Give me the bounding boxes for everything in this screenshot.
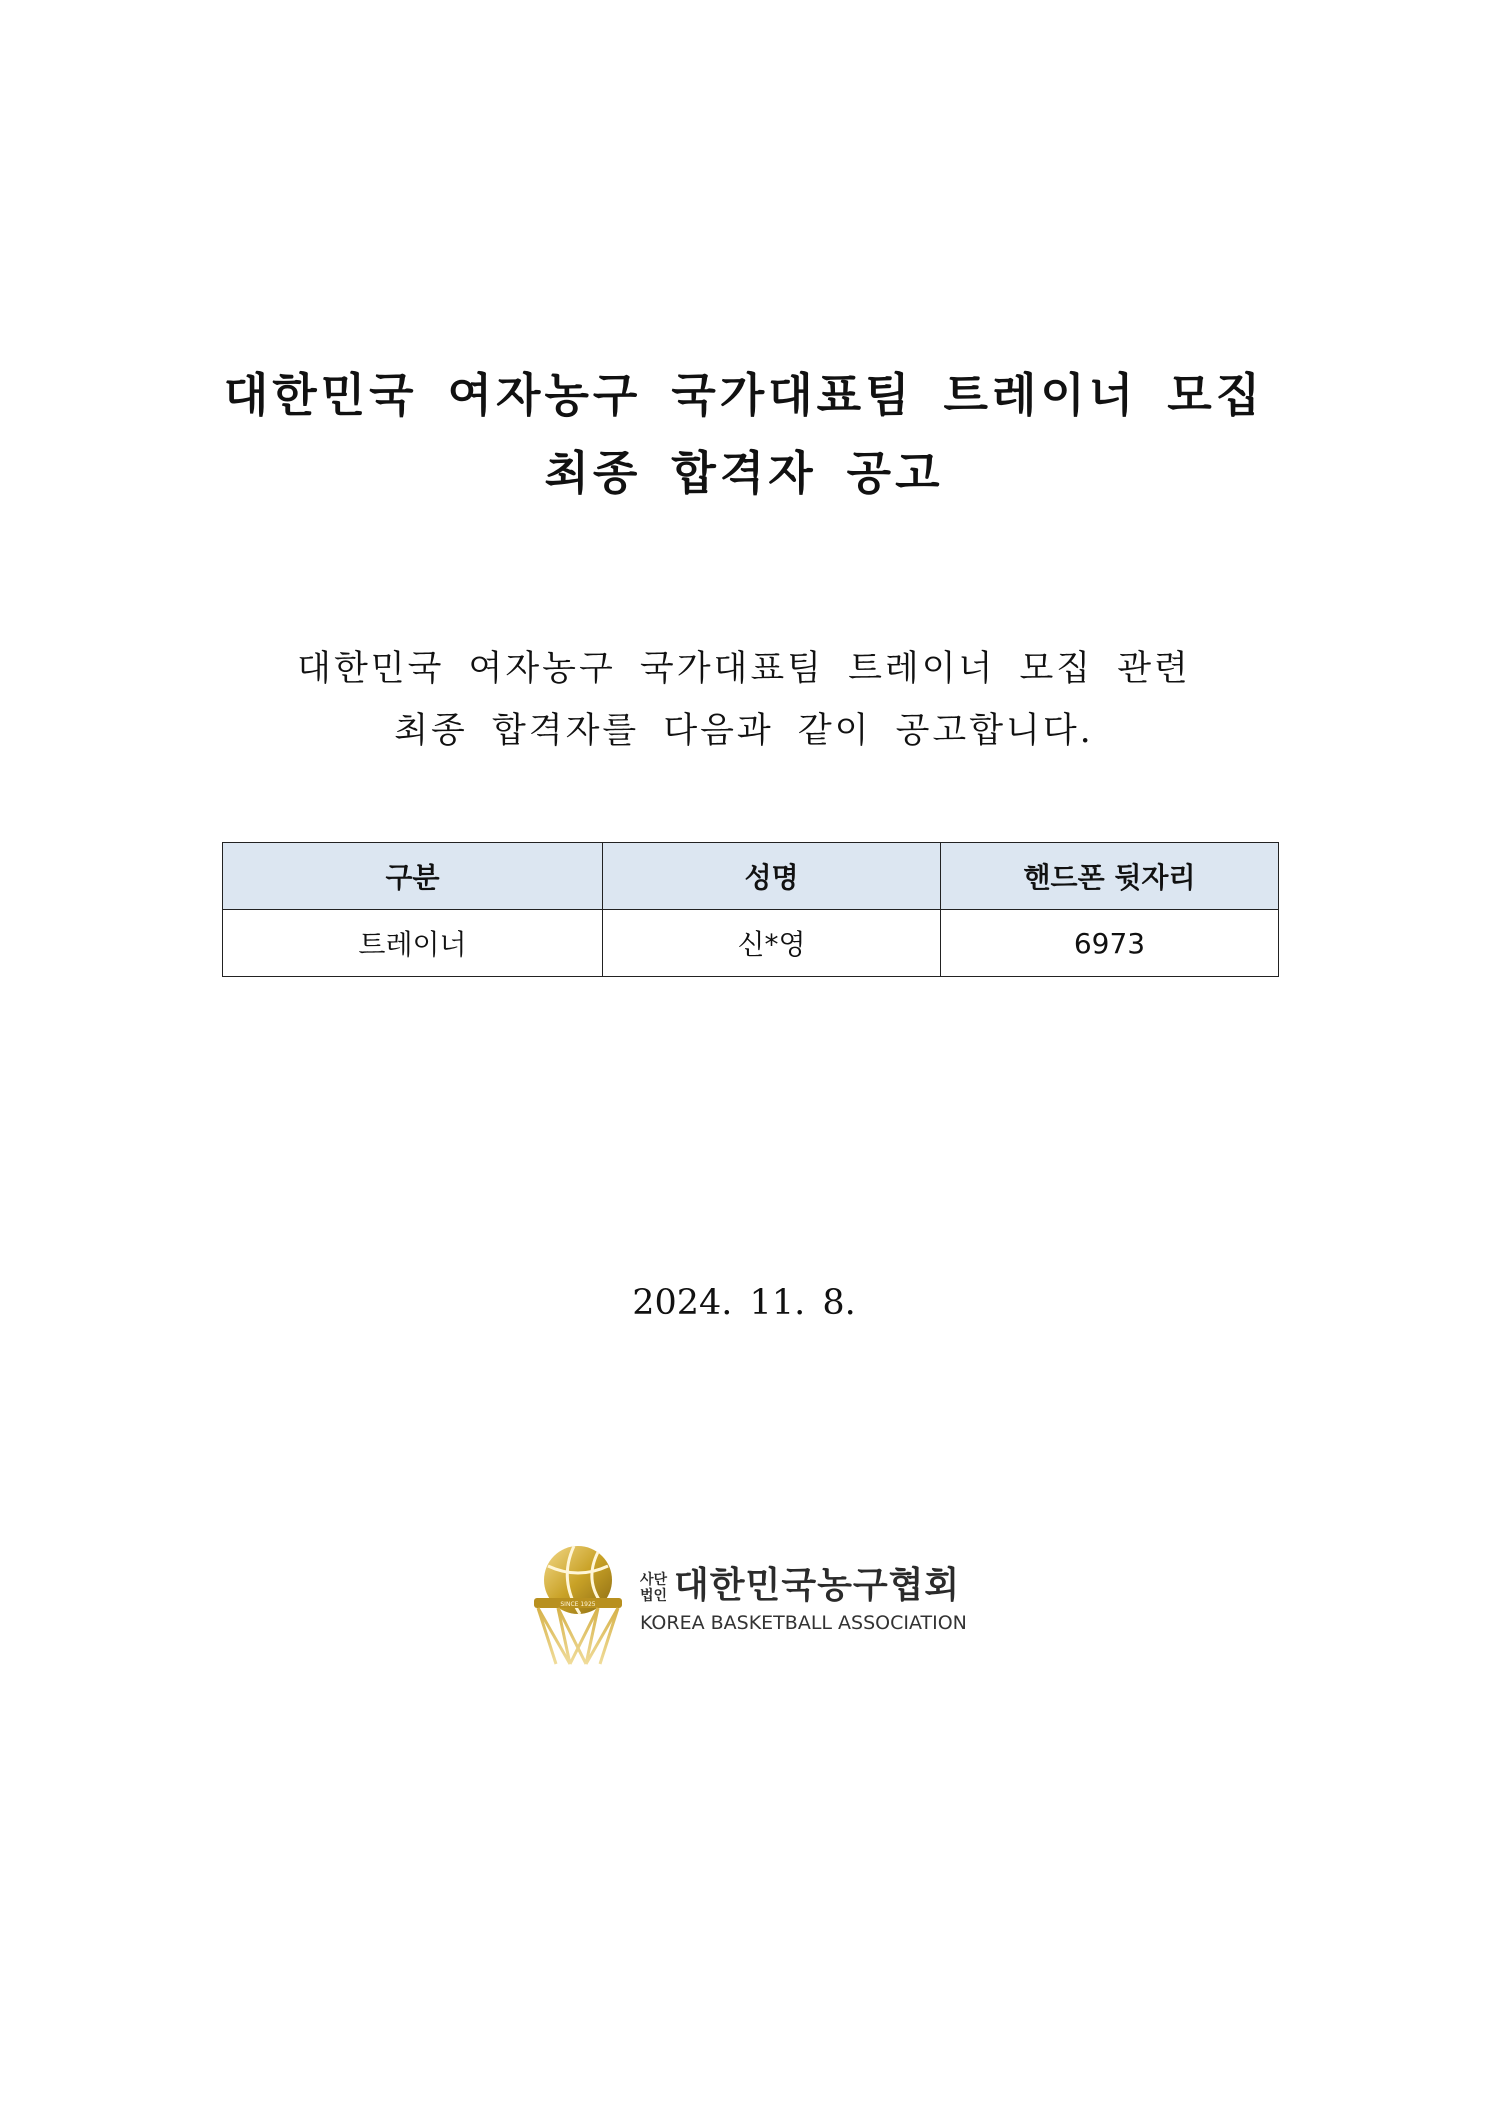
notice-title-line-1: 대한민국 여자농구 국가대표팀 트레이너 모집 — [223, 368, 1265, 422]
result-table — [222, 842, 1279, 977]
notice-title-line-2: 최종 합격자 공고 — [544, 446, 944, 500]
intro-text-line-1: 대한민국 여자농구 국가대표팀 트레이너 모집 관련 — [297, 649, 1191, 689]
kba-logo — [528, 1540, 978, 1670]
header-name: 성명 — [603, 843, 941, 910]
basketball-hoop-emblem-icon — [528, 1540, 628, 1670]
cell-phone-last-digits: 6973 — [941, 910, 1279, 977]
header-phone-last-digits: 핸드폰 뒷자리 — [941, 843, 1279, 910]
org-name-english: KOREA BASKETBALL ASSOCIATION — [640, 1612, 967, 1634]
table-header-row — [223, 843, 1279, 910]
corp-tag-line-2: 법인 — [640, 1588, 668, 1604]
cell-name: 신*영 — [603, 910, 941, 977]
org-name-korean: 대한민국농구협회 — [674, 1565, 961, 1606]
corp-tag-line-1: 사단 — [640, 1572, 668, 1588]
corp-tag — [640, 1572, 670, 1604]
intro-text-line-2: 최종 합격자를 다음과 같이 공고합니다. — [394, 711, 1094, 751]
header-category: 구분 — [223, 843, 603, 910]
emblem-text: SINCE 1925 — [560, 1601, 596, 1608]
cell-category: 트레이너 — [223, 910, 603, 977]
notice-date: 2024. 11. 8. — [632, 1283, 856, 1323]
table-row — [223, 910, 1279, 977]
kba-wordmark — [640, 1566, 980, 1646]
